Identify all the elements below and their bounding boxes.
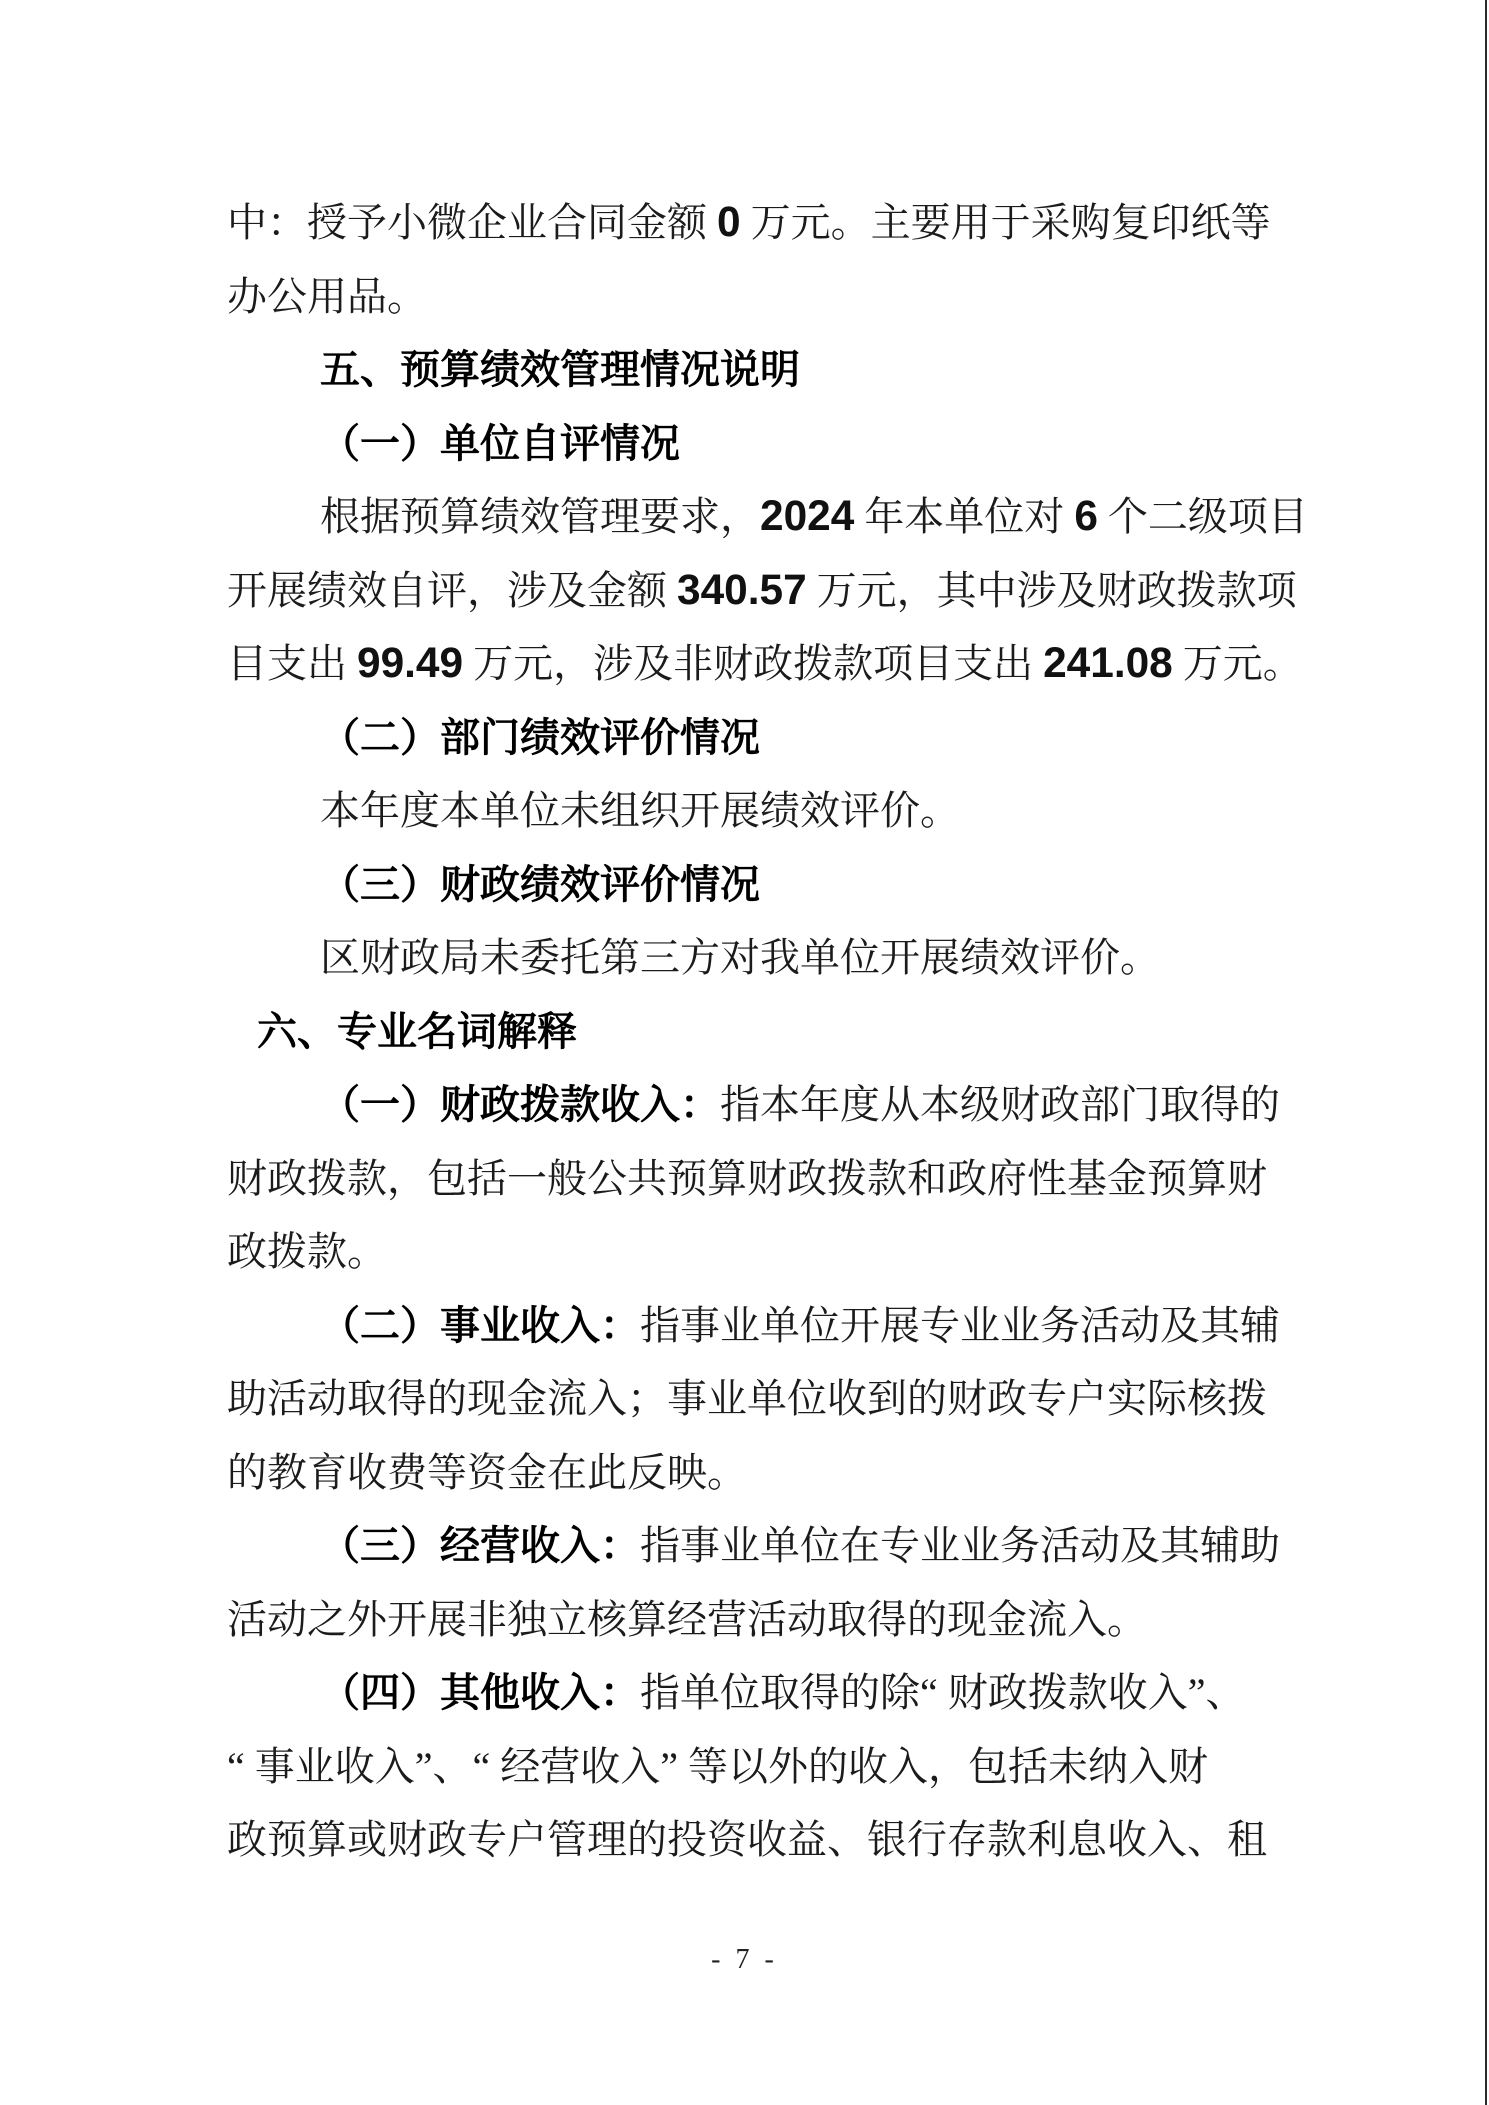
body-text: 中：授予小微企业合同金额 xyxy=(227,200,717,245)
text-line-12 xyxy=(227,995,1347,1069)
text-line-5 xyxy=(227,480,1347,554)
heading-text: （三）经营收入： xyxy=(320,1524,640,1568)
page-number: - 7 - xyxy=(711,1944,778,1975)
heading-text: 五、预算绩效管理情况说明 xyxy=(320,348,800,392)
body-text: 万元，其中涉及财政拨款项 xyxy=(806,567,1297,613)
body-text: 指本年度从本级财政部门取得的 xyxy=(720,1082,1280,1127)
text-line-3 xyxy=(227,333,1347,407)
text-line-14 xyxy=(227,1142,1347,1216)
body-text: 根据预算绩效管理要求， xyxy=(320,494,760,539)
numeric-value: 99.49 xyxy=(357,639,464,686)
text-line-15 xyxy=(227,1215,1347,1289)
text-block xyxy=(227,186,1347,1877)
text-line-18 xyxy=(227,1436,1347,1510)
text-line-19 xyxy=(227,1509,1347,1583)
body-text: “ 事业收入”、“ 经营收入” 等以外的收入，包括未纳入财 xyxy=(227,1743,1209,1789)
numeric-value: 0 xyxy=(717,198,741,245)
body-text: 指事业单位开展专业业务活动及其辅 xyxy=(640,1302,1280,1348)
body-text: 目支出 xyxy=(227,641,357,686)
text-line-20 xyxy=(227,1583,1347,1657)
text-line-1 xyxy=(227,186,1347,260)
text-line-17 xyxy=(227,1362,1347,1436)
body-text: 万元。主要用于采购复印纸等 xyxy=(740,200,1271,245)
numeric-value: 6 xyxy=(1074,492,1098,539)
heading-text: （四）其他收入： xyxy=(320,1671,640,1715)
body-text: 指事业单位在专业业务活动及其辅助 xyxy=(640,1523,1280,1568)
heading-text: （二）事业收入： xyxy=(320,1303,640,1348)
heading-text: 六、专业名词解释 xyxy=(257,1009,577,1054)
body-text: 开展绩效自评，涉及金额 xyxy=(227,567,677,613)
page-edge-line xyxy=(1485,0,1487,2105)
body-text: 政预算或财政专户管理的投资收益、银行存款利息收入、租 xyxy=(227,1817,1267,1862)
body-text: 万元。 xyxy=(1172,641,1303,686)
text-line-6 xyxy=(227,554,1347,628)
numeric-value: 2024 xyxy=(760,492,855,539)
numeric-value: 241.08 xyxy=(1043,639,1173,686)
text-line-8 xyxy=(227,701,1347,775)
text-line-9 xyxy=(227,774,1347,848)
text-line-4 xyxy=(227,407,1347,481)
body-text: 年本单位对 xyxy=(854,494,1075,539)
text-line-21 xyxy=(227,1656,1347,1730)
body-text: 助活动取得的现金流入；事业单位收到的财政专户实际核拨 xyxy=(227,1376,1267,1421)
text-line-16 xyxy=(227,1289,1347,1363)
body-text: 财政拨款，包括一般公共预算财政拨款和政府性基金预算财 xyxy=(227,1155,1267,1201)
text-line-2 xyxy=(227,260,1347,334)
heading-text: （一）财政拨款收入： xyxy=(320,1083,720,1127)
text-line-7 xyxy=(227,627,1347,701)
text-line-22 xyxy=(227,1730,1347,1804)
text-line-23 xyxy=(227,1803,1347,1877)
text-line-10 xyxy=(227,848,1347,922)
body-text: 万元，涉及非财政拨款项目支出 xyxy=(463,641,1044,686)
text-line-11 xyxy=(227,921,1347,995)
body-text: 指单位取得的除“ 财政拨款收入”、 xyxy=(640,1670,1246,1715)
numeric-value: 340.57 xyxy=(677,565,807,613)
body-text: 政拨款。 xyxy=(227,1229,387,1274)
body-text: 本年度本单位未组织开展绩效评价。 xyxy=(320,788,960,833)
heading-text: （三）财政绩效评价情况 xyxy=(320,862,760,907)
text-line-13 xyxy=(227,1068,1347,1142)
body-text: 的教育收费等资金在此反映。 xyxy=(227,1449,747,1495)
body-text: 个二级项目 xyxy=(1097,494,1308,539)
body-text: 区财政局未委托第三方对我单位开展绩效评价。 xyxy=(320,935,1160,980)
heading-text: （一）单位自评情况 xyxy=(320,421,680,466)
heading-text: （二）部门绩效评价情况 xyxy=(320,715,760,760)
body-text: 活动之外开展非独立核算经营活动取得的现金流入。 xyxy=(227,1596,1147,1642)
body-text: 办公用品。 xyxy=(227,273,427,319)
